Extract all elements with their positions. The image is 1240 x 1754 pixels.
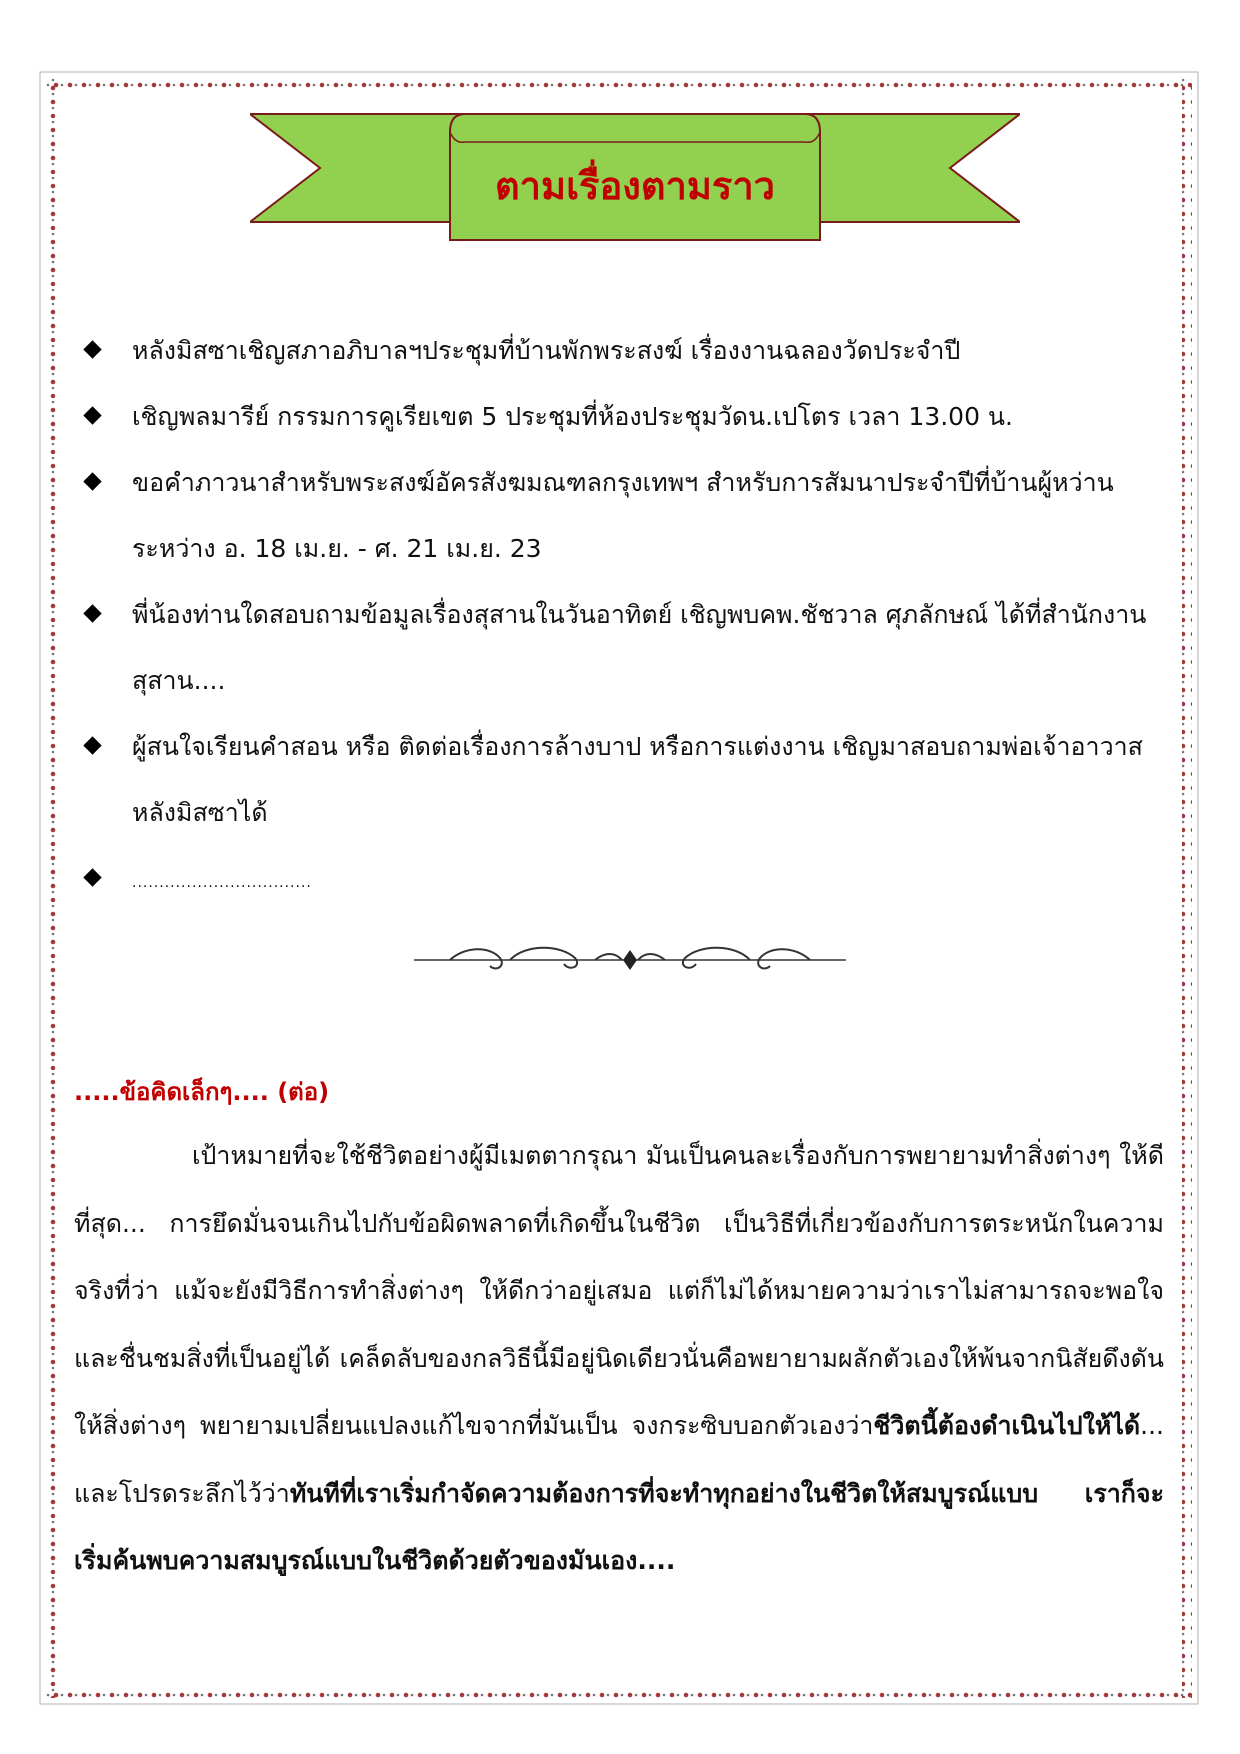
reflection-heading: .....ข้อคิดเล็กๆ.... (ต่อ) xyxy=(74,1078,330,1106)
announcement-text: หลังมิสซาเชิญสภาอภิบาลฯประชุมที่บ้านพักพระสงฆ์ เรื่องงานฉลองวัดประจำปี xyxy=(132,336,961,365)
list-item xyxy=(78,318,1163,384)
diamond-bullet-icon xyxy=(83,340,101,358)
announcement-list xyxy=(78,318,1163,916)
ornament-divider-icon xyxy=(410,938,850,982)
announcement-text: เชิญพลมารีย์ กรรมการคูเรียเขต 5 ประชุมที่ห้องประชุมวัดน.เปโตร เวลา 13.00 น. xyxy=(132,402,1013,431)
list-item xyxy=(78,384,1163,450)
banner-title: ตามเรื่องตามราว xyxy=(495,162,775,208)
reflection-text-part2: ... และโปรดระลึกไว้ว่า xyxy=(74,1411,1164,1508)
list-item xyxy=(78,846,1163,916)
reflection-bold-phrase: ชีวิตนี้ต้องดำเนินไปให้ได้ xyxy=(873,1411,1141,1440)
diamond-bullet-icon xyxy=(83,406,101,424)
reflection-text-part1: เป้าหมายที่จะใช้ชีวิตอย่างผู้มีเมตตากรุณา มันเป็นคนละเรื่องกับการพยายามทำสิ่งต่างๆ ให้ดีที่สุด... การยึดมั่นจนเกินไปกับข้อผิดพลาดที่เกิดขึ้นในชีวิต เป็นวิธีที่เกี่ยวข้องกับการตระหนักในความจริงที่ว่า แม้จะยังมีวิธีการทำสิ่งต่างๆ ให้ดีกว่าอยู่เสมอ แต่ก็ไม่ได้หมายความว่าเราไม่สามารถจะพอใจและชื่นชมสิ่งที่เป็นอยู่ได้ เคล็ดลับของกลวิธีนี้มีอยู่นิดเดียวนั่นคือพยายามผลักตัวเองให้พ้นจากนิสัยดึงดันให้สิ่งต่างๆ พยายามเปลี่ยนแปลงแก้ไขจากที่มันเป็น จงกระซิบบอกตัวเองว่า xyxy=(74,1141,1164,1440)
announcement-text: ................................. xyxy=(132,875,312,891)
reflection-paragraph xyxy=(74,1122,1164,1595)
announcement-text: พี่น้องท่านใดสอบถามข้อมูลเรื่องสุสานในวันอาทิตย์ เชิญพบคพ.ชัชวาล ศุภลักษณ์ ได้ที่สำนักงานสุสาน.... xyxy=(132,600,1147,695)
diamond-bullet-icon xyxy=(83,736,101,754)
list-item xyxy=(78,582,1163,714)
reflection-bold-closing: ทันทีที่เราเริ่มกำจัดความต้องการที่จะทำทุกอย่างในชีวิตให้สมบูรณ์แบบ เราก็จะเริ่มค้นพบความสมบูรณ์แบบในชีวิตด้วยตัวของมันเอง.... xyxy=(74,1478,1164,1575)
list-item xyxy=(78,450,1163,582)
announcement-text: ขอคำภาวนาสำหรับพระสงฆ์อัครสังฆมณฑลกรุงเทพฯ สำหรับการสัมนาประจำปีที่บ้านผู้หว่าน ระหว่าง อ. 18 เม.ย. - ศ. 21 เม.ย. 23 xyxy=(132,468,1114,563)
announcement-text: ผู้สนใจเรียนคำสอน หรือ ติดต่อเรื่องการล้างบาป หรือการแต่งงาน เชิญมาสอบถามพ่อเจ้าอาวาส หลังมิสซาได้ xyxy=(132,732,1143,827)
diamond-bullet-icon xyxy=(83,472,101,490)
diamond-bullet-icon xyxy=(83,604,101,622)
list-item xyxy=(78,714,1163,846)
diamond-bullet-icon xyxy=(83,868,101,886)
